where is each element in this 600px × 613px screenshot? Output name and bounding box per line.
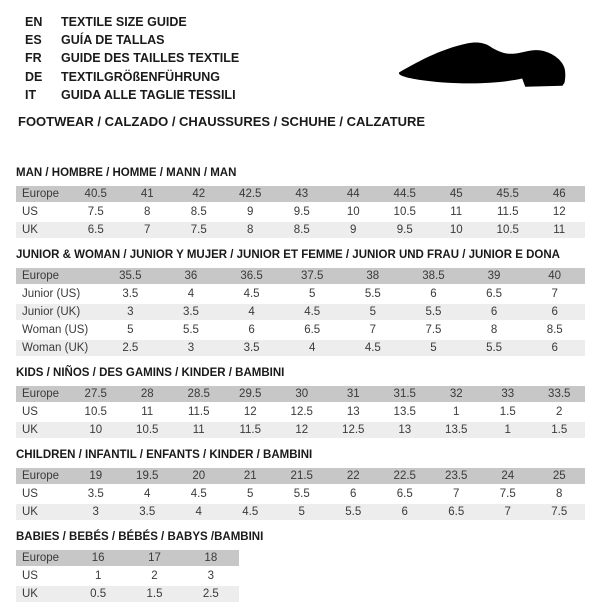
size-cell: 6 [401, 506, 408, 518]
size-cell: 7.5 [425, 324, 442, 336]
size-cell: 33 [501, 388, 515, 400]
size-cell: 3 [187, 342, 195, 354]
size-cell: 0.5 [90, 588, 107, 600]
size-cell: 4 [248, 306, 255, 318]
size-cell: 4.5 [364, 342, 381, 354]
language-label: TEXTILE SIZE GUIDE [61, 15, 187, 29]
section-title: MAN / HOMBRE / HOMME / MANN / MAN [16, 167, 237, 179]
row-label: Junior (US) [22, 288, 81, 300]
size-cell: 6 [350, 488, 357, 500]
language-label: TEXTILGRÖßENFÜHRUNG [61, 69, 221, 84]
size-cell: 2.5 [202, 588, 219, 600]
size-cell: 44 [346, 188, 360, 200]
size-cell: 10.5 [496, 224, 519, 236]
row-label: US [22, 406, 38, 418]
size-cell: 1.5 [146, 588, 163, 600]
size-cell: 6.5 [396, 488, 413, 500]
size-table-row [16, 340, 585, 356]
size-cell: 30 [295, 388, 309, 400]
row-label: Europe [22, 270, 60, 282]
size-cell: 4.5 [243, 288, 260, 300]
row-label: Europe [22, 552, 60, 564]
size-cell: 1 [94, 570, 102, 582]
size-table-row [16, 204, 585, 220]
size-cell: 3.5 [122, 288, 139, 300]
size-table-row [16, 186, 585, 202]
size-table-row [16, 550, 239, 566]
size-cell: 7.5 [190, 224, 207, 236]
size-cell: 9 [350, 224, 357, 236]
row-label: US [22, 488, 38, 500]
size-cell: 9.5 [396, 224, 413, 236]
size-cell: 2 [151, 570, 158, 582]
language-row-en [25, 13, 239, 31]
row-label: Junior (UK) [22, 306, 81, 318]
size-cell: 12 [552, 206, 566, 218]
row-label: UK [22, 506, 38, 518]
size-cell: 13.5 [393, 406, 416, 418]
size-cell: 4 [195, 506, 202, 518]
size-cell: 10.5 [84, 406, 107, 418]
size-section-children [16, 449, 585, 520]
language-row-fr [25, 49, 239, 67]
size-cell: 28 [140, 388, 154, 400]
size-cell: 19 [89, 470, 103, 482]
size-cell: 6.5 [448, 506, 465, 518]
size-cell: 32 [449, 388, 463, 400]
size-table-row [16, 504, 585, 520]
section-title: CHILDREN / INFANTIL / ENFANTS / KINDER / BAMBINI [16, 449, 313, 461]
row-label: US [22, 206, 38, 218]
row-label: Woman (US) [22, 324, 89, 336]
row-label: Woman (UK) [22, 342, 89, 354]
size-cell: 8 [144, 206, 151, 218]
language-code: FR [25, 51, 42, 66]
size-table-row [16, 468, 585, 484]
row-label: UK [22, 424, 38, 436]
section-title: JUNIOR & WOMAN / JUNIOR Y MUJER / JUNIOR ET FEMME / JUNIOR UND FRAU / JUNIOR E DONA [16, 249, 560, 261]
size-cell: 40 [548, 270, 562, 282]
size-cell: 6 [490, 306, 498, 318]
row-label: Europe [22, 470, 60, 482]
size-cell: 22.5 [393, 470, 416, 482]
language-label: GUÍA DE TALLAS [61, 33, 165, 48]
row-label: UK [22, 588, 38, 600]
size-cell: 9 [247, 206, 254, 218]
size-cell: 5 [430, 342, 437, 354]
size-cell: 17 [148, 552, 161, 564]
size-cell: 20 [192, 470, 206, 482]
size-cell: 36 [184, 270, 198, 282]
size-cell: 11 [192, 424, 205, 436]
size-section-kids [16, 367, 585, 438]
size-cell: 37.5 [300, 270, 324, 282]
size-cell: 8.5 [293, 224, 310, 236]
size-cell: 11.5 [187, 406, 210, 418]
size-cell: 27.5 [84, 388, 107, 400]
size-cell: 25 [552, 470, 566, 482]
size-cell: 6 [248, 324, 255, 336]
size-cell: 42.5 [239, 188, 262, 200]
size-cell: 7 [144, 224, 151, 236]
size-table-row [16, 404, 585, 420]
size-cell: 11 [141, 406, 154, 418]
size-table-row [16, 222, 585, 238]
language-code: DE [25, 69, 43, 84]
size-cell: 12.5 [342, 424, 365, 436]
size-table-row [16, 322, 585, 338]
size-cell: 3 [207, 570, 215, 582]
size-cell: 12.5 [290, 406, 313, 418]
size-cell: 10 [449, 224, 463, 236]
size-cell: 6 [551, 342, 558, 354]
size-cell: 11.5 [496, 206, 519, 218]
size-cell: 3.5 [87, 488, 104, 500]
size-cell: 9.5 [293, 206, 310, 218]
size-table-row [16, 422, 585, 438]
size-cell: 5 [308, 288, 316, 300]
size-cell: 5 [127, 324, 134, 336]
size-cell: 23.5 [445, 470, 468, 482]
size-cell: 6.5 [304, 324, 321, 336]
language-code: ES [25, 33, 42, 48]
size-cell: 6.5 [87, 224, 104, 236]
size-cell: 31.5 [393, 388, 416, 400]
size-cell: 2.5 [122, 342, 139, 354]
size-cell: 3 [127, 306, 134, 318]
size-cell: 21 [243, 470, 257, 482]
size-cell: 3.5 [243, 342, 260, 354]
size-cell: 7.5 [499, 488, 516, 500]
row-label: Europe [22, 188, 60, 200]
size-cell: 21.5 [290, 470, 313, 482]
size-cell: 19.5 [136, 470, 159, 482]
size-cell: 4.5 [190, 488, 207, 500]
size-cell: 5 [298, 506, 305, 518]
size-cell: 16 [91, 552, 105, 564]
size-table-row [16, 386, 585, 402]
size-cell: 7.5 [87, 206, 104, 218]
size-cell: 8.5 [190, 206, 207, 218]
size-cell: 4.5 [242, 506, 259, 518]
size-table-children [16, 468, 585, 520]
size-cell: 4 [187, 288, 195, 300]
size-section-junior-woman [16, 249, 585, 356]
size-cell: 28.5 [187, 388, 210, 400]
size-cell: 3.5 [182, 306, 199, 318]
language-code: IT [25, 87, 37, 102]
size-cell: 4 [308, 342, 316, 354]
size-table-babies [16, 550, 239, 602]
row-label: Europe [22, 388, 60, 400]
size-cell: 45 [449, 188, 463, 200]
size-cell: 3.5 [139, 506, 156, 518]
size-cell: 38 [366, 270, 380, 282]
size-cell: 11.5 [239, 424, 262, 436]
size-cell: 7 [369, 324, 377, 336]
size-cell: 39 [487, 270, 501, 282]
size-cell: 10.5 [393, 206, 416, 218]
size-cell: 5.5 [293, 488, 310, 500]
size-cell: 6.5 [486, 288, 503, 300]
size-cell: 29.5 [239, 388, 262, 400]
size-cell: 12 [243, 406, 257, 418]
size-cell: 42 [192, 188, 206, 200]
size-cell: 7 [504, 506, 511, 518]
size-cell: 7.5 [551, 506, 568, 518]
size-cell: 10 [89, 424, 103, 436]
size-sections [16, 167, 585, 613]
size-table-kids [16, 386, 585, 438]
size-cell: 35.5 [119, 270, 142, 282]
size-cell: 3 [92, 506, 99, 518]
size-table-man [16, 186, 585, 238]
size-cell: 12 [295, 424, 309, 436]
size-cell: 46 [552, 188, 566, 200]
size-cell: 11 [553, 224, 566, 236]
section-title: KIDS / NIÑOS / DES GAMINS / KINDER / BAMBINI [16, 367, 285, 379]
section-title: BABIES / BEBÉS / BÉBÉS / BABYS /BAMBINI [16, 531, 264, 543]
size-cell: 7 [551, 288, 558, 300]
size-section-man [16, 167, 585, 238]
language-list [25, 13, 239, 104]
size-cell: 4 [144, 488, 151, 500]
size-cell: 1 [453, 406, 460, 418]
size-cell: 11 [450, 206, 463, 218]
size-cell: 6 [551, 306, 558, 318]
size-table-row [16, 286, 585, 302]
size-section-babies [16, 531, 585, 602]
size-cell: 43 [295, 188, 309, 200]
size-cell: 13 [346, 406, 360, 418]
language-label: GUIDA ALLE TAGLIE TESSILI [61, 87, 236, 102]
size-cell: 44.5 [393, 188, 416, 200]
language-row-it [25, 86, 239, 104]
size-table-row [16, 486, 585, 502]
size-cell: 5 [369, 306, 377, 318]
size-cell: 45.5 [496, 188, 519, 200]
size-cell: 22 [346, 470, 360, 482]
size-table-junior-woman [16, 268, 585, 356]
language-row-es [25, 31, 239, 49]
row-label: UK [22, 224, 38, 236]
size-cell: 5.5 [486, 342, 503, 354]
size-cell: 13 [398, 424, 412, 436]
size-cell: 4.5 [304, 306, 321, 318]
size-cell: 33.5 [548, 388, 571, 400]
size-cell: 5.5 [425, 306, 442, 318]
size-cell: 40.5 [84, 188, 107, 200]
size-cell: 8.5 [546, 324, 563, 336]
row-label: US [22, 570, 38, 582]
size-cell: 5.5 [364, 288, 381, 300]
size-cell: 24 [501, 470, 515, 482]
size-cell: 8 [247, 224, 254, 236]
size-cell: 41 [140, 188, 154, 200]
size-cell: 1.5 [551, 424, 568, 436]
footwear-category-line: FOOTWEAR / CALZADO / CHAUSSURES / SCHUHE / CALZATURE [18, 114, 426, 129]
size-cell: 2 [556, 406, 563, 418]
size-cell: 1.5 [499, 406, 516, 418]
language-label: GUIDE DES TAILLES TEXTILE [61, 51, 240, 66]
size-cell: 38.5 [422, 270, 445, 282]
size-cell: 5.5 [345, 506, 362, 518]
size-cell: 36.5 [240, 270, 263, 282]
size-cell: 1 [504, 424, 511, 436]
size-cell: 5 [247, 488, 254, 500]
size-cell: 8 [556, 488, 563, 500]
size-cell: 6 [430, 288, 437, 300]
size-cell: 7 [453, 488, 460, 500]
size-table-row [16, 268, 585, 284]
size-cell: 10.5 [136, 424, 159, 436]
size-table-row [16, 304, 585, 320]
size-cell: 31 [346, 388, 360, 400]
size-cell: 18 [204, 552, 218, 564]
size-table-row [16, 568, 239, 584]
shoe-icon [393, 27, 579, 97]
size-cell: 13.5 [445, 424, 468, 436]
size-cell: 8 [490, 324, 498, 336]
size-cell: 10 [346, 206, 360, 218]
language-row-de [25, 68, 239, 86]
language-code: EN [25, 15, 43, 29]
size-cell: 5.5 [182, 324, 199, 336]
